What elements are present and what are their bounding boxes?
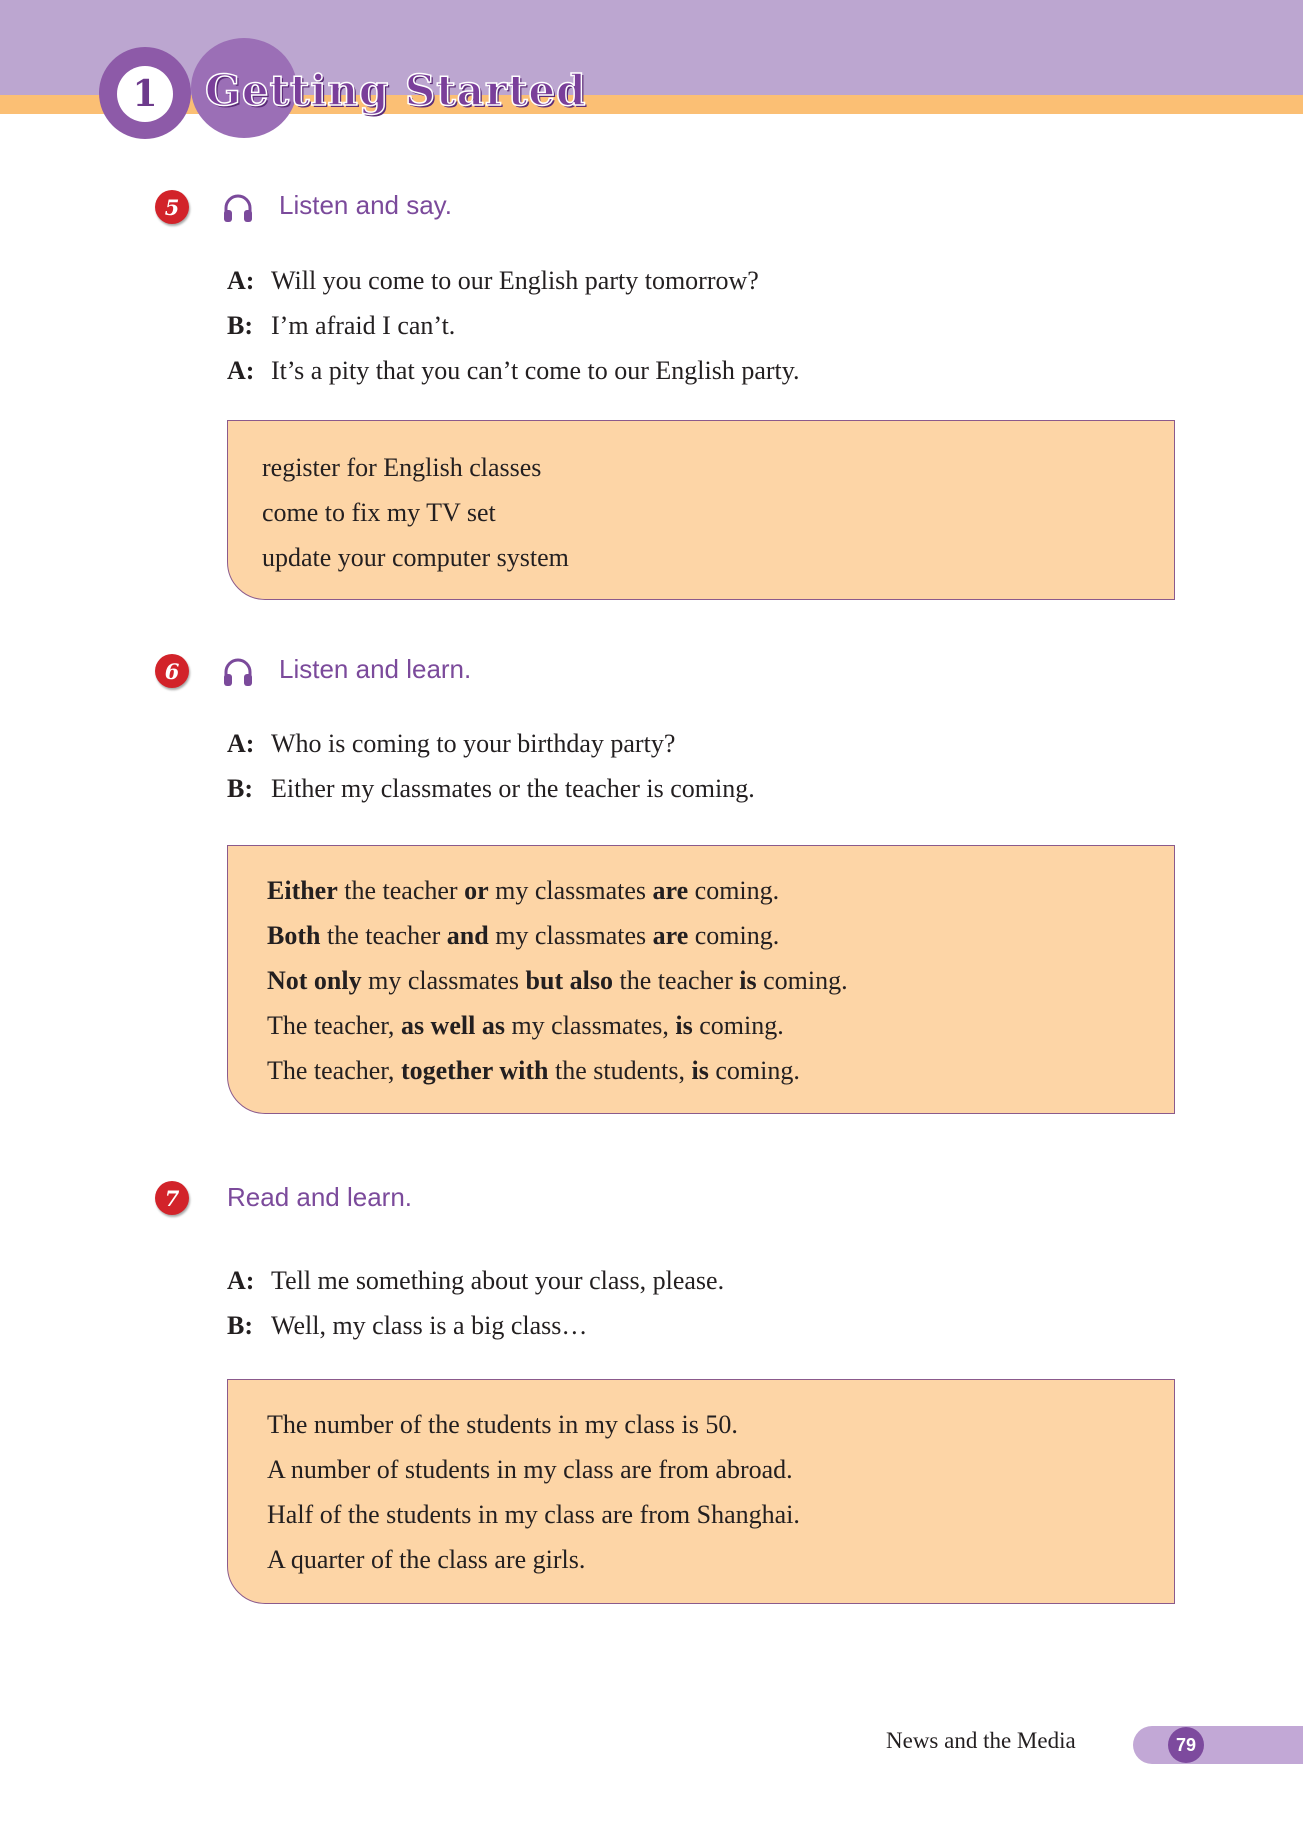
dialogue — [227, 258, 800, 393]
dialogue-line — [227, 303, 800, 348]
box-line: update your computer system — [262, 543, 569, 572]
line-text: my classmates — [488, 876, 653, 905]
bold-keyword: Both — [267, 921, 321, 950]
line-text: The teacher, — [267, 1011, 401, 1040]
line-text: coming. — [708, 1056, 800, 1085]
section-title: Read and learn. — [227, 1182, 413, 1212]
box-line — [267, 868, 1174, 913]
unit-number: 1 — [117, 66, 173, 122]
speaker-label: B: — [227, 1311, 253, 1340]
bold-keyword: is — [675, 1011, 693, 1040]
dialogue — [227, 1258, 724, 1348]
section-number-badge: 6 — [155, 654, 189, 688]
line-text: the teacher — [612, 966, 740, 995]
section-title: Listen and learn. — [279, 654, 472, 684]
speaker-label: A: — [227, 266, 255, 295]
dialogue-text: It’s a pity that you can’t come to our English party. — [271, 356, 800, 385]
box-line: A quarter of the class are girls. — [267, 1545, 586, 1574]
line-text: the students, — [548, 1056, 692, 1085]
dialogue-line — [227, 348, 800, 393]
box-line: come to fix my TV set — [262, 498, 496, 527]
box-line: Half of the students in my class are from Shanghai. — [267, 1500, 800, 1529]
box-line — [267, 958, 1174, 1003]
page-number: 79 — [1168, 1727, 1204, 1763]
line-text: the teacher — [320, 921, 447, 950]
speaker-label: A: — [227, 729, 255, 758]
dialogue-line — [227, 766, 755, 811]
line-text: the teacher — [337, 876, 465, 905]
box-line — [267, 1003, 1174, 1048]
speaker-label: B: — [227, 774, 253, 803]
section-number-badge: 7 — [155, 1181, 189, 1215]
dialogue-text: I’m afraid I can’t. — [271, 311, 456, 340]
page-number-tab — [1133, 1726, 1303, 1764]
page-title: Getting Started — [205, 66, 587, 115]
line-text: coming. — [688, 876, 780, 905]
footer-unit-title: News and the Media — [886, 1728, 1076, 1753]
bold-keyword: and — [446, 921, 489, 950]
bold-keyword: together with — [400, 1056, 549, 1085]
dialogue-line — [227, 258, 800, 303]
headphones-icon — [221, 191, 255, 225]
line-text: my classmates — [361, 966, 526, 995]
box-line — [267, 913, 1174, 958]
speaker-label: A: — [227, 356, 255, 385]
bold-keyword: are — [652, 876, 689, 905]
dialogue-text: Will you come to our English party tomorrow? — [271, 266, 759, 295]
substitution-box — [227, 420, 1175, 600]
speaker-label: A: — [227, 1266, 255, 1295]
dialogue-line — [227, 1303, 724, 1348]
section-number-badge: 5 — [155, 190, 189, 224]
bold-keyword: Either — [267, 876, 338, 905]
dialogue-line — [227, 1258, 724, 1303]
bold-keyword: Not only — [267, 966, 362, 995]
box-line: register for English classes — [262, 453, 542, 482]
line-text: The teacher, — [267, 1056, 401, 1085]
line-text: coming. — [756, 966, 848, 995]
dialogue-text: Either my classmates or the teacher is coming. — [271, 774, 755, 803]
dialogue — [227, 721, 755, 811]
box-line: The number of the students in my class is 50. — [267, 1410, 738, 1439]
speaker-label: B: — [227, 311, 253, 340]
grammar-box — [227, 845, 1175, 1114]
example-box — [227, 1379, 1175, 1604]
bold-keyword: but also — [525, 966, 613, 995]
section-title: Listen and say. — [279, 190, 452, 220]
bold-keyword: are — [652, 921, 689, 950]
bold-keyword: or — [464, 876, 489, 905]
dialogue-text: Who is coming to your birthday party? — [271, 729, 676, 758]
bold-keyword: is — [739, 966, 757, 995]
line-text: coming. — [688, 921, 780, 950]
dialogue-line — [227, 721, 755, 766]
headphones-icon — [221, 655, 255, 689]
line-text: my classmates — [488, 921, 653, 950]
line-text: coming. — [692, 1011, 784, 1040]
bold-keyword: is — [691, 1056, 709, 1085]
line-text: my classmates, — [504, 1011, 676, 1040]
bold-keyword: as well as — [400, 1011, 505, 1040]
dialogue-text: Well, my class is a big class… — [271, 1311, 588, 1340]
dialogue-text: Tell me something about your class, please. — [271, 1266, 725, 1295]
box-line: A number of students in my class are from abroad. — [267, 1455, 793, 1484]
box-line — [267, 1048, 1174, 1093]
